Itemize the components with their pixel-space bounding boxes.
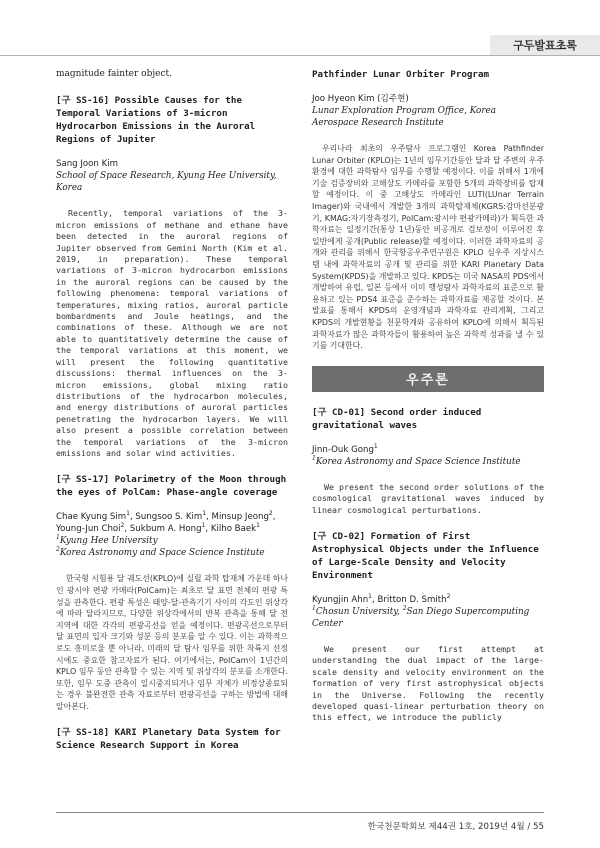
abstract-body-cd02: We present our first attempt at understanding the dual impact of the large-scale density and velocity environment on the formation of very first astrophysical objects in the Universe. Following the recently developed quasi-linear perturbation theory on this effect, we introduce the publicly bbox=[312, 643, 544, 723]
abstract-title-cd01: [구 CD-01] Second order induced gravitational waves bbox=[312, 406, 482, 431]
author-name: , Sungsoo S. Kim bbox=[129, 512, 203, 523]
author-sup: 1 bbox=[368, 593, 372, 601]
affil-text: Korea Astronomy and Space Science Institute bbox=[315, 456, 521, 467]
author-sup: 2 bbox=[446, 593, 451, 601]
affil-sup: 2 bbox=[56, 546, 60, 554]
author-sup: 2 bbox=[268, 510, 273, 518]
author-sep: , bbox=[272, 512, 276, 523]
footer-rule bbox=[56, 812, 544, 813]
author-name: Chae Kyung Sim bbox=[56, 512, 127, 523]
abstract-body-cd01: We present the second order solutions of the cosmological gravitational waves induced by linear cosmological perturbations. bbox=[312, 481, 544, 515]
author-name: Kyungjin Ahn bbox=[312, 594, 369, 605]
author-sup: 1 bbox=[201, 522, 206, 530]
affiliation-ss17-1 bbox=[56, 535, 288, 547]
abstract-title-ss18-continued: Pathfinder Lunar Orbiter Program bbox=[312, 69, 490, 80]
page-footer bbox=[368, 820, 544, 832]
author-sup: 1 bbox=[202, 510, 207, 518]
author-ss16: Sang Joon Kim bbox=[56, 159, 118, 170]
authors-ss17 bbox=[56, 511, 288, 535]
affil-sup: 1 bbox=[312, 604, 316, 612]
continued-fragment: magnitude fainter object. bbox=[56, 69, 172, 79]
header-rule bbox=[0, 55, 600, 56]
abstract-body-ss16: Recently, temporal variations of the 3-micron emissions of methane and ethane have been detected in the auroral regions of Jupiter observed from Gemini North (Kim et al. 2019, in preparation). These temporal variations of 3-micron hydrocarbon emissions in the auroral regions can be caused by the following phenomena: temporal variations of temperatures, mixing ratios, auroral particle bombardments and Joule heatings, and the combinations of these. Although we are not able to quantitatively determine the cause of the temporal variations at this moment, we will present the following quantitative discussions: thermal influences on the 3-micron emissions, global mixing ratio distributions of the hydrocarbon molecules, and energy distributions of auroral particles penetrating the hydrocarbon layers. We will also present a possible correlation between the temporal variations of the 3-micron emissions and solar wind activities. bbox=[56, 208, 288, 458]
affiliation-cd01 bbox=[312, 456, 544, 468]
affiliation-ss16: School of Space Research, Kyung Hee University, Korea bbox=[56, 171, 277, 194]
affil-sup: 1 bbox=[312, 454, 316, 462]
affiliation-ss17-2 bbox=[56, 547, 288, 559]
author-name: Young-Jun Choi bbox=[56, 524, 121, 535]
author-sup: 1 bbox=[256, 522, 260, 530]
author-sup: 1 bbox=[373, 442, 378, 450]
affil-text: Chosun University, bbox=[315, 606, 403, 617]
affil-sup: 2 bbox=[402, 604, 407, 612]
abstract-title-ss18: [구 SS-18] KARI Planetary Data System for Science Research Support in Korea bbox=[56, 727, 281, 752]
author-sup: 2 bbox=[120, 522, 125, 530]
section-header-tab bbox=[490, 35, 600, 55]
left-column bbox=[56, 68, 288, 752]
header-tag: 구두발표초록 bbox=[513, 39, 577, 52]
authors-cd02 bbox=[312, 594, 544, 606]
affil-text: San Diego Supercomputing Center bbox=[312, 606, 530, 629]
section-banner-cosmology bbox=[312, 366, 544, 392]
footer-citation: 한국천문학회보 제44권 1호, 2019년 4월 / 55 bbox=[367, 822, 544, 832]
abstract-body-ss18: 우리나라 최초의 우주탐사 프로그램인 Korea Pathfinder Lunar Orbiter (KPLO)는 1년의 임무기간동안 달과 달 주변의 우주환경에 대한 과학탐사 임무를 수행할 예정이다. 이를 위해서 1개에 기술 검증장비와 고해상도 카메라를 포함한 5개의 과학장비를 탑재할 예정이다. 이 중 고해상도 카메라인 LUTI(LUnar Terrain Imager)와 국내에서 개발한 3개의 과학탑재체(KGRS:감마선분광기, KMAG:자기장측정기, PolCam:광시야 편광카메라)가 획득한 과학자료는 일정기간(통상 1년)동안 비공개로 검보정이 이루어진 후 일반에게 공개(Public release)할 예정이다. 이러한 과학자료의 공개와 관리를 위해서 한국항공우주연구원은 KPLO 심우주 지상시스템 내에 과학자료의 공개 및 관리를 위한 KARI Planetary Data System(KPDS)을 개발하고 있다. KPDS는 미국 NASA의 PDS에서 개발하여 유럽, 일본 등에서 이미 행성탐사 과학자료의 표준으로 활용하고 있는 PDS4 표준을 준수하는 과학자료를 제공할 것이다. 본 발표를 통해서 KPDS의 운영개념과 과학자료 관리계획, 그리고 KPDS의 개발현황을 천문학계와 공유하여 KPLO에 의해서 획득된 과학자료가 많은 과학자들이 활용하여 높은 과학적 성과를 낼 수 있기를 기대한다. bbox=[312, 144, 544, 351]
author-cd01 bbox=[312, 444, 544, 456]
author-name: , Kilho Baek bbox=[205, 524, 257, 535]
right-column bbox=[312, 68, 544, 724]
affil-text: Kyung Hee University bbox=[59, 536, 158, 547]
author-name: , Sukbum A. Hong bbox=[124, 524, 202, 535]
author-ss18: Joo Hyeon Kim (김주현) bbox=[312, 94, 409, 104]
author-name: Jinn-Ouk Gong bbox=[312, 444, 374, 455]
affiliation-ss18: Lunar Exploration Program Office, Korea Aerospace Research Institute bbox=[312, 106, 497, 128]
abstract-title-ss17: [구 SS-17] Polarimetry of the Moon through the eyes of PolCam: Phase-angle coverage bbox=[56, 474, 287, 499]
author-name: , Minsup Jeong bbox=[206, 512, 269, 523]
author-name: , Britton D. Smith bbox=[372, 594, 447, 605]
affil-sup: 1 bbox=[56, 534, 60, 542]
author-sup: 1 bbox=[126, 510, 130, 518]
section-title: 우주론 bbox=[406, 373, 450, 389]
affil-text: Korea Astronomy and Space Science Institute bbox=[59, 548, 265, 559]
abstract-title-cd02: [구 CD-02] Formation of First Astrophysical Objects under the Influence of Large-Scale Density and Velocity Environment bbox=[312, 530, 539, 581]
abstract-body-ss17: 한국형 시험용 달 궤도선(KPLO)에 실릴 과학 탑재체 가운데 하나인 광시야 편광 카메라(PolCam)는 최초로 달 표면 전체의 편광 특성을 관측한다. 편광 특성은 태양-달-관측기기 사이의 각도인 위상각에 따라 달라지므로, 다양한 위상각에서의 반복 관측을 통해 달 전 지역에 대한 각각의 편광곡선을 얻을 예정이다. 편광곡선으로부터 달 표면의 입자 크기와 성분 등의 분포를 알 수 있다. 이는 과학적으로도 흥미로울 뿐 아니라, 미래의 달 탐사 임무를 위한 착륙지 선정 시에도 중요한 참고자료가 된다. 여기에서는, PolCam이 1년간의 KPLO 임무 동안 관측할 수 있는 지역 및 위상각의 분포를 소개한다. 또한, 임무 도중 관측이 일시중지되거나 임무 자체가 비정상종료되는 경우 불완전한 관측 자료로부터 편광곡선을 구하는 방법에 대해 알아본다. bbox=[56, 574, 288, 711]
abstract-title-ss16: [구 SS-16] Possible Causes for the Temporal Variations of 3-micron Hydrocarbon Emissions in the Auroral Regions of Jupiter bbox=[56, 95, 256, 146]
affiliation-cd02 bbox=[312, 606, 544, 630]
